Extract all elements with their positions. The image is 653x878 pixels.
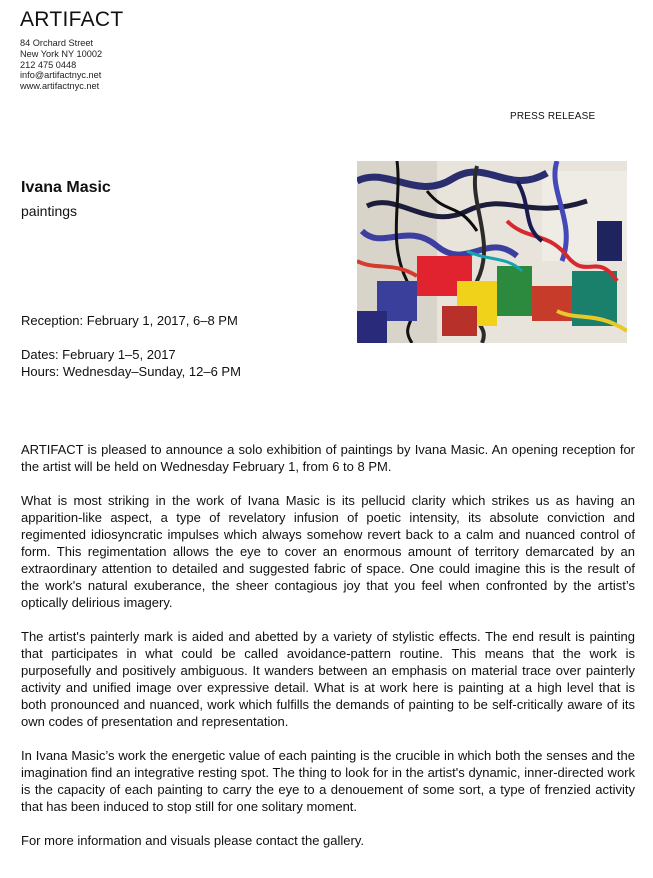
- body-paragraph: What is most striking in the work of Ivana Masic is its pellucid clarity which strikes us as having an apparition-like aspect, a type of revelatory infusion of poetic intensity, its absolute conviction and regimented idiosyncratic impulses which always somehow revert back to a calm and nuanced control of form. This regimentation allows the eye to cover an enormous amount of territory demarcated by an extraordinary attention to detailed and suggested fabric of space. One could imagine this is the result of the work's natural exuberance, the sheer contagious joy that you feel when confronted by the artist’s optically delirious imagery.: [21, 493, 635, 610]
- contact-note: For more information and visuals please contact the gallery.: [21, 833, 364, 848]
- gallery-hours: Hours: Wednesday–Sunday, 12–6 PM: [21, 364, 241, 379]
- email-address: info@artifactnyc.net: [20, 70, 102, 81]
- address-street: 84 Orchard Street: [20, 38, 94, 48]
- painting-image: [357, 161, 627, 343]
- press-release-body: [21, 441, 635, 866]
- gallery-logo: ARTIFACT: [20, 8, 124, 31]
- exhibition-medium: paintings: [21, 203, 78, 219]
- body-paragraph: ARTIFACT is pleased to announce a solo exhibition of paintings by Ivana Masic. An opening reception for the artist will be held on Wednesday February 1, from 6 to 8 PM.: [21, 442, 635, 474]
- exhibition-dates: Dates: February 1–5, 2017: [21, 347, 176, 362]
- dates-block: [21, 346, 241, 380]
- body-paragraph: The artist's painterly mark is aided and abetted by a variety of stylistic effects. The end result is painting that participates in what could be called avoidance-pattern routine. This means that the work is purposefully and positively ambiguous. It wanders between an emphasis on material trace over painterly activity and unified image over expressive detail. What is at work here is painting at a high level that is both pronounced and nuanced, work which fulfills the demands of painting to be self-critically aware of its own codes of presentation and representation.: [21, 629, 635, 729]
- reception-info: Reception: February 1, 2017, 6–8 PM: [21, 313, 238, 328]
- press-release-label: PRESS RELEASE: [510, 111, 596, 122]
- contact-block: [20, 38, 102, 92]
- website-address: www.artifactnyc.net: [20, 81, 100, 92]
- address-city: New York NY 10002: [20, 48, 103, 59]
- phone-number: 212 475 0448: [20, 59, 77, 70]
- artist-name: Ivana Masic: [21, 179, 111, 196]
- body-paragraph: In Ivana Masic’s work the energetic value of each painting is the crucible in which both the senses and the imagination find an integrative resting spot. The thing to look for in the artist's dynamic, inner-directed work is the capacity of each painting to carry the eye to a denouement of some sort, a type of frenzied activity that has been induced to stop still for one solitary moment.: [21, 748, 635, 814]
